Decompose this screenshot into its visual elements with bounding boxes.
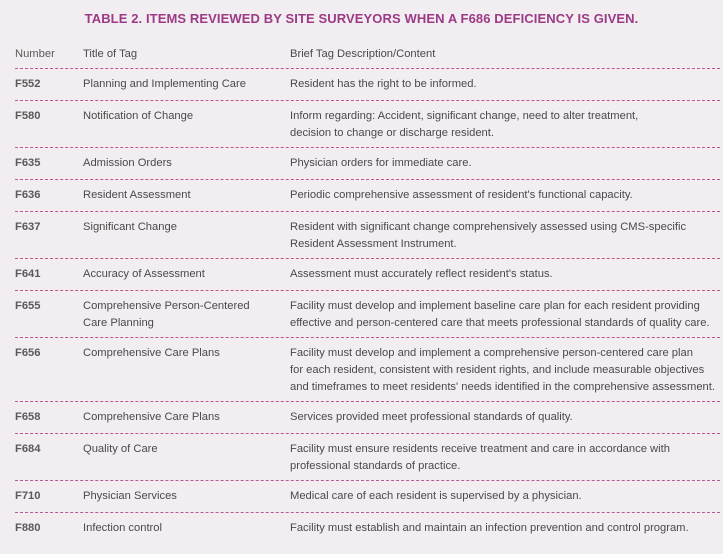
tag-title: Resident Assessment xyxy=(83,189,191,201)
table-row xyxy=(15,212,720,259)
table-row xyxy=(15,338,720,402)
table-row xyxy=(15,148,720,180)
tag-description: Facility must develop and implement a comprehensive person-centered care plan for each resident, consistent with resident rights, and include measurable objectives and timeframes to meet residents' needs identified in the comprehensive assessment. xyxy=(290,347,715,393)
tag-number: F656 xyxy=(15,347,41,359)
tag-title: Accuracy of Assessment xyxy=(83,268,205,280)
tag-title: Admission Orders xyxy=(83,157,172,169)
tag-description: Assessment must accurately reflect resident's status. xyxy=(290,268,553,280)
tag-number: F636 xyxy=(15,189,41,201)
table-row xyxy=(15,259,720,291)
table-row xyxy=(15,291,720,338)
tag-number: F637 xyxy=(15,221,41,233)
tag-description: Physician orders for immediate care. xyxy=(290,157,472,169)
tag-number: F641 xyxy=(15,268,41,280)
table-title: TABLE 2. ITEMS REVIEWED BY SITE SURVEYORS WHEN A F686 DEFICIENCY IS GIVEN. xyxy=(84,11,639,26)
tag-number: F635 xyxy=(15,157,41,169)
tag-title: Planning and Implementing Care xyxy=(83,78,246,90)
tag-number: F580 xyxy=(15,110,41,122)
tag-description: Services provided meet professional standards of quality. xyxy=(290,411,573,423)
tag-number: F655 xyxy=(15,300,41,312)
tag-title: Physician Services xyxy=(83,490,177,502)
tag-description: Resident has the right to be informed. xyxy=(290,78,477,90)
table-row xyxy=(15,69,720,101)
tag-number: F710 xyxy=(15,490,41,502)
table-row xyxy=(15,101,720,148)
tag-title: Infection control xyxy=(83,522,162,534)
table-header-row xyxy=(15,40,720,69)
table-row xyxy=(15,434,720,481)
tag-title: Significant Change xyxy=(83,221,177,233)
header-title: Title of Tag xyxy=(83,48,138,60)
tag-number: F658 xyxy=(15,411,41,423)
table-row xyxy=(15,513,720,545)
tag-title: Notification of Change xyxy=(83,110,194,122)
tag-description: Resident with significant change comprehensively assessed using CMS-specific Resident Assessment Instrument. xyxy=(290,221,687,250)
tag-description: Facility must establish and maintain an infection prevention and control program. xyxy=(290,522,689,534)
tag-title: Quality of Care xyxy=(83,443,158,455)
tag-description: Inform regarding: Accident, significant change, need to alter treatment, decision to change or discharge resident. xyxy=(290,110,639,139)
table-row xyxy=(15,402,720,434)
table-row xyxy=(15,180,720,212)
tags-table xyxy=(15,40,720,545)
tag-description: Facility must develop and implement baseline care plan for each resident providing effective and person-centered care that meets professional standards of quality care. xyxy=(290,300,710,329)
table-row xyxy=(15,481,720,513)
header-description: Brief Tag Description/Content xyxy=(290,48,436,60)
tag-title: Comprehensive Care Plans xyxy=(83,411,220,423)
tag-number: F552 xyxy=(15,78,41,90)
tag-number: F880 xyxy=(15,522,41,534)
tag-title: Comprehensive Care Plans xyxy=(83,347,220,359)
tag-title: Comprehensive Person-Centered Care Planning xyxy=(83,300,250,329)
tag-number: F684 xyxy=(15,443,41,455)
tag-description: Periodic comprehensive assessment of resident's functional capacity. xyxy=(290,189,633,201)
tag-description: Facility must ensure residents receive treatment and care in accordance with professional standards of practice. xyxy=(290,443,670,472)
tag-description: Medical care of each resident is supervised by a physician. xyxy=(290,490,582,502)
header-number: Number xyxy=(15,48,55,60)
